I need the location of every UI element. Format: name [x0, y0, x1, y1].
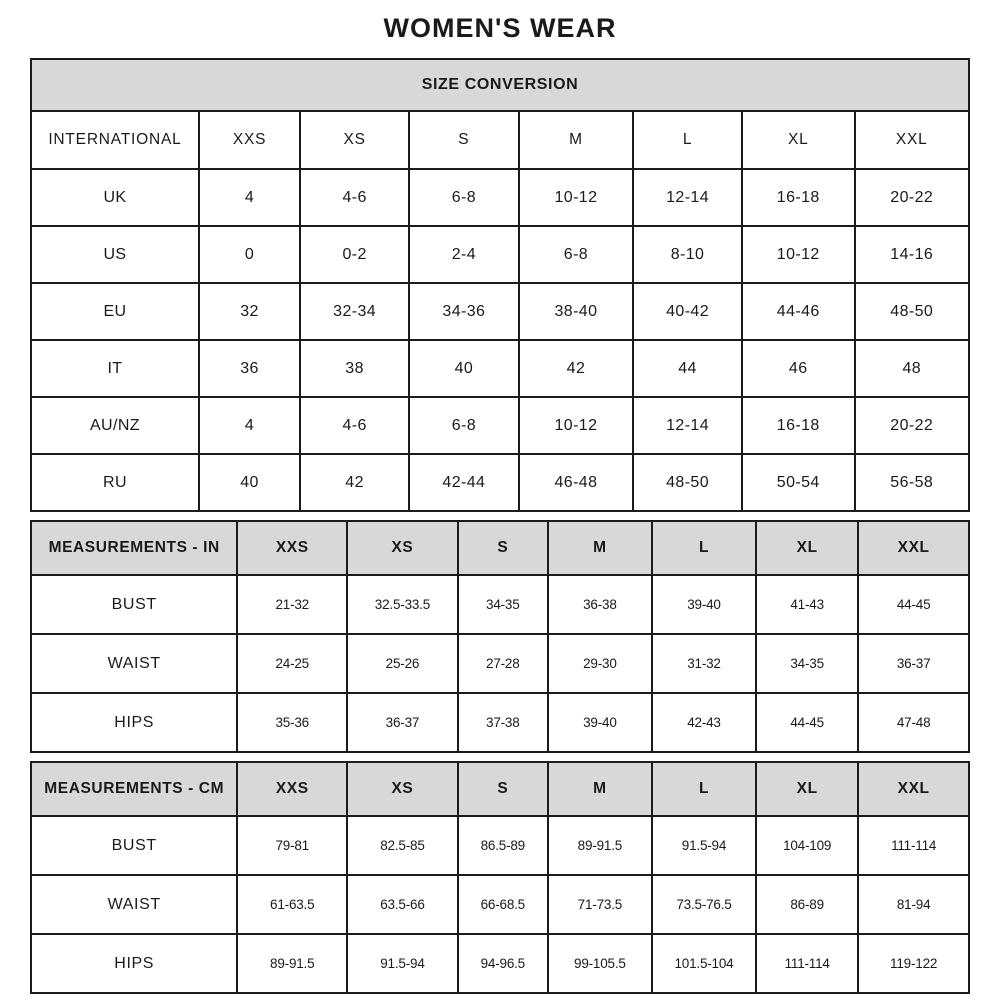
size-column-header: XL	[742, 111, 855, 169]
row-label: RU	[31, 454, 199, 511]
header-label-cell: INTERNATIONAL	[31, 111, 199, 169]
table-cell: 86-89	[756, 875, 858, 934]
table-cell: 39-40	[652, 575, 756, 634]
table-header-row	[31, 521, 969, 575]
size-column-header: XXL	[855, 111, 970, 169]
table-cell: 48	[855, 340, 970, 397]
row-label: UK	[31, 169, 199, 226]
table-cell: 41-43	[756, 575, 858, 634]
table-cell: 0	[199, 226, 300, 283]
table-cell: 71-73.5	[548, 875, 652, 934]
size-column-header: XL	[756, 521, 858, 575]
table-header-row	[31, 762, 969, 816]
table-cell: 24-25	[237, 634, 347, 693]
table-cell: 89-91.5	[548, 816, 652, 875]
table-cell: 32	[199, 283, 300, 340]
size-column-header: XXS	[237, 762, 347, 816]
table-cell: 46-48	[519, 454, 633, 511]
header-label-cell: MEASUREMENTS - CM	[31, 762, 237, 816]
row-label: BUST	[31, 816, 237, 875]
size-column-header: S	[458, 521, 548, 575]
size-column-header: XXS	[199, 111, 300, 169]
table-cell: 35-36	[237, 693, 347, 752]
table-row	[31, 634, 969, 693]
table-cell: 42-43	[652, 693, 756, 752]
table-row	[31, 397, 969, 454]
table-row	[31, 816, 969, 875]
table-cell: 42	[300, 454, 409, 511]
table-cell: 50-54	[742, 454, 855, 511]
table-cell: 61-63.5	[237, 875, 347, 934]
size-column-header: XXL	[858, 762, 969, 816]
table-cell: 48-50	[633, 454, 742, 511]
table-cell: 40	[409, 340, 519, 397]
table-cell: 6-8	[519, 226, 633, 283]
size-column-header: XS	[347, 762, 458, 816]
table-cell: 89-91.5	[237, 934, 347, 993]
table-cell: 14-16	[855, 226, 970, 283]
size-column-header: S	[409, 111, 519, 169]
row-label: WAIST	[31, 875, 237, 934]
table-cell: 79-81	[237, 816, 347, 875]
size-column-header: XS	[300, 111, 409, 169]
row-label: EU	[31, 283, 199, 340]
table-cell: 39-40	[548, 693, 652, 752]
table-cell: 36-38	[548, 575, 652, 634]
table-cell: 91.5-94	[652, 816, 756, 875]
table-cell: 4	[199, 169, 300, 226]
table-cell: 63.5-66	[347, 875, 458, 934]
table-row	[31, 875, 969, 934]
table-cell: 66-68.5	[458, 875, 548, 934]
table-cell: 6-8	[409, 397, 519, 454]
size-column-header: XS	[347, 521, 458, 575]
table-cell: 101.5-104	[652, 934, 756, 993]
table-row	[31, 454, 969, 511]
table-row	[31, 340, 969, 397]
size-column-header: XXS	[237, 521, 347, 575]
table-row	[31, 575, 969, 634]
table-cell: 82.5-85	[347, 816, 458, 875]
table-cell: 46	[742, 340, 855, 397]
table-row	[31, 934, 969, 993]
table-cell: 10-12	[519, 169, 633, 226]
table-cell: 86.5-89	[458, 816, 548, 875]
table-cell: 29-30	[548, 634, 652, 693]
size-column-header: S	[458, 762, 548, 816]
row-label: AU/NZ	[31, 397, 199, 454]
row-label: US	[31, 226, 199, 283]
size-column-header: XL	[756, 762, 858, 816]
table-cell: 27-28	[458, 634, 548, 693]
table-cell: 111-114	[756, 934, 858, 993]
row-label: WAIST	[31, 634, 237, 693]
table-cell: 44-46	[742, 283, 855, 340]
table-cell: 16-18	[742, 169, 855, 226]
size-column-header: M	[519, 111, 633, 169]
table-cell: 21-32	[237, 575, 347, 634]
table-cell: 4-6	[300, 169, 409, 226]
table-header-row	[31, 111, 969, 169]
table-cell: 20-22	[855, 397, 970, 454]
header-label-cell: MEASUREMENTS - IN	[31, 521, 237, 575]
table-cell: 25-26	[347, 634, 458, 693]
table-cell: 38	[300, 340, 409, 397]
table-cell: 44-45	[756, 693, 858, 752]
size-column-header: M	[548, 521, 652, 575]
table-banner-row	[31, 59, 969, 111]
table-cell: 34-35	[756, 634, 858, 693]
table-cell: 42	[519, 340, 633, 397]
table-cell: 42-44	[409, 454, 519, 511]
table-cell: 10-12	[519, 397, 633, 454]
size-column-header: L	[652, 521, 756, 575]
table-row	[31, 283, 969, 340]
table-row	[31, 226, 969, 283]
table-cell: 44	[633, 340, 742, 397]
table-cell: 32.5-33.5	[347, 575, 458, 634]
size-column-header: XXL	[858, 521, 969, 575]
table-cell: 91.5-94	[347, 934, 458, 993]
table-cell: 34-36	[409, 283, 519, 340]
table-cell: 104-109	[756, 816, 858, 875]
size-column-header: L	[652, 762, 756, 816]
table-cell: 32-34	[300, 283, 409, 340]
table-cell: 10-12	[742, 226, 855, 283]
row-label: BUST	[31, 575, 237, 634]
size-column-header: M	[548, 762, 652, 816]
table-cell: 36	[199, 340, 300, 397]
table-cell: 0-2	[300, 226, 409, 283]
table-cell: 16-18	[742, 397, 855, 454]
size-conversion-table	[30, 58, 970, 512]
table-cell: 99-105.5	[548, 934, 652, 993]
table-cell: 40	[199, 454, 300, 511]
row-label: HIPS	[31, 934, 237, 993]
table-cell: 48-50	[855, 283, 970, 340]
table-cell: 2-4	[409, 226, 519, 283]
row-label: HIPS	[31, 693, 237, 752]
table-cell: 40-42	[633, 283, 742, 340]
table-cell: 4-6	[300, 397, 409, 454]
table-cell: 56-58	[855, 454, 970, 511]
table-cell: 81-94	[858, 875, 969, 934]
table-cell: 47-48	[858, 693, 969, 752]
table-cell: 119-122	[858, 934, 969, 993]
table-cell: 12-14	[633, 397, 742, 454]
table-cell: 36-37	[858, 634, 969, 693]
table-cell: 73.5-76.5	[652, 875, 756, 934]
measurements-in-table	[30, 520, 970, 753]
table-cell: 12-14	[633, 169, 742, 226]
table-cell: 111-114	[858, 816, 969, 875]
size-column-header: L	[633, 111, 742, 169]
row-label: IT	[31, 340, 199, 397]
table-cell: 8-10	[633, 226, 742, 283]
table-cell: 6-8	[409, 169, 519, 226]
table-cell: 37-38	[458, 693, 548, 752]
table-banner: SIZE CONVERSION	[31, 59, 969, 111]
page-title: WOMEN'S WEAR	[383, 13, 617, 43]
table-cell: 20-22	[855, 169, 970, 226]
table-cell: 44-45	[858, 575, 969, 634]
table-row	[31, 169, 969, 226]
table-cell: 94-96.5	[458, 934, 548, 993]
table-cell: 4	[199, 397, 300, 454]
table-cell: 36-37	[347, 693, 458, 752]
table-row	[31, 693, 969, 752]
measurements-cm-table	[30, 761, 970, 994]
table-cell: 38-40	[519, 283, 633, 340]
table-cell: 34-35	[458, 575, 548, 634]
table-cell: 31-32	[652, 634, 756, 693]
